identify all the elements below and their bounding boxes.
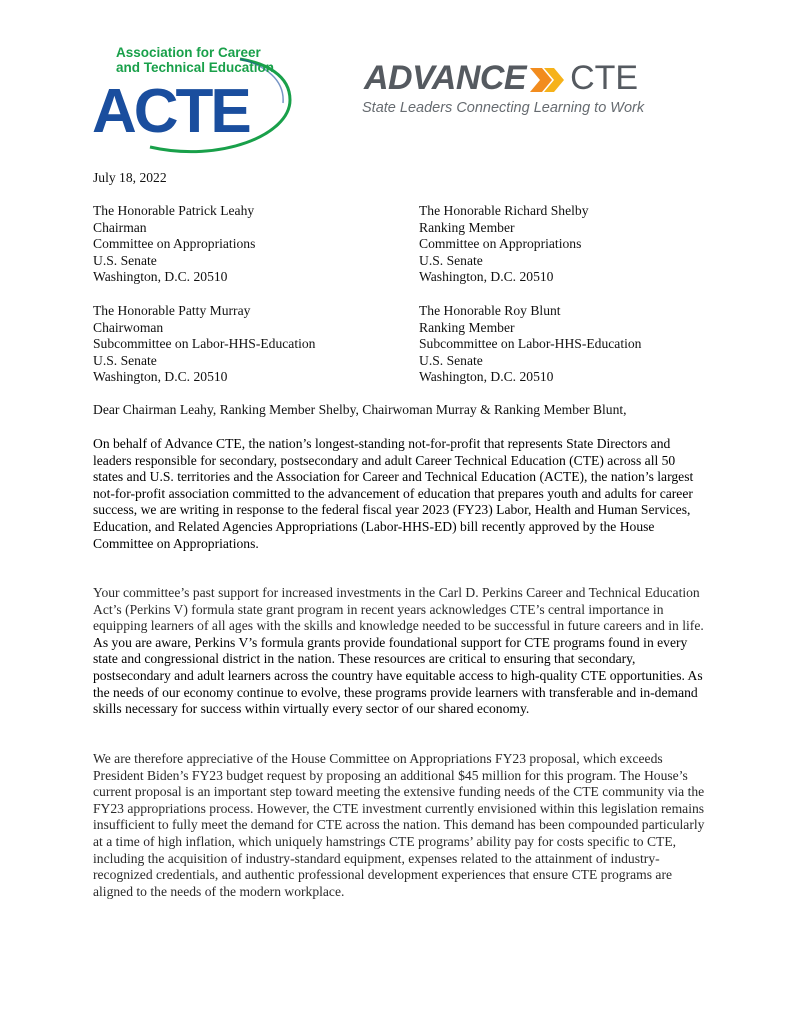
recipient-body: U.S. Senate — [419, 252, 483, 268]
recipient-committee: Committee on Appropriations — [419, 236, 582, 252]
recipient-name: The Honorable Richard Shelby — [419, 203, 589, 218]
double-chevron-icon — [528, 66, 568, 94]
acte-subtitle — [116, 45, 286, 75]
recipient-committee: Committee on Appropriations — [93, 236, 256, 252]
advance-cte-tagline: State Leaders Connecting Learning to Work — [362, 100, 645, 116]
recipient-title: Chairman — [93, 219, 147, 235]
recipient-title: Chairwoman — [93, 319, 164, 335]
body-paragraph-2 — [93, 585, 705, 718]
acte-subtitle-line1: Association for Career — [116, 45, 261, 60]
advance-cte-logo — [360, 58, 660, 128]
recipient-name: The Honorable Patty Murray — [93, 303, 251, 318]
recipient-block-blunt — [419, 303, 719, 386]
body-paragraph-3: We are therefore appreciative of the House Committee on Appropriations FY23 proposal, which exceeds President Biden’s FY23 budget request by proposing an additional $45 million for this program. The House’s current proposal is an important step toward meeting the extensive funding needs of the CTE community via the FY23 appropriations process. However, the CTE investment currently envisioned within this legislation remains insufficient to fully meet the demand for CTE across the nation. This demand has been compounded particularly at a time of high inflation, which uniquely hamstrings CTE programs’ ability pay for costs specific to CTE, including the acquisition of industry-standard equipment, expenses related to the attainment of industry-recognized credentials, and authentic professional development experiences that ensure CTE programs are aligned to the needs of the modern workplace. — [93, 751, 705, 899]
salutation: Dear Chairman Leahy, Ranking Member Shelby, Chairwoman Murray & Ranking Member Blunt, — [93, 402, 627, 417]
recipient-city: Washington, D.C. 20510 — [419, 369, 554, 385]
recipient-title: Ranking Member — [419, 219, 515, 235]
body-paragraph-1: On behalf of Advance CTE, the nation’s longest-standing not-for-profit that represents State Directors and leaders responsible for secondary, postsecondary and adult Career Technical Education (CTE) across all 50 states and U.S. territories and the Association for Career and Technical Education (ACTE), the nation’s largest not-for-profit association committed to the advancement of education that prepares youth and adults for career success, we are writing in response to the federal fiscal year 2023 (FY23) Labor, Health and Human Services, Education, and Related Agencies Appropriations (Labor-HHS-ED) bill recently approved by the House Committee on Appropriations. — [93, 436, 694, 551]
recipient-block-murray — [93, 303, 393, 386]
cte-word: CTE — [570, 59, 639, 97]
acte-wordmark: ACTE — [92, 77, 249, 146]
acte-logo — [90, 45, 300, 155]
recipient-name: The Honorable Roy Blunt — [419, 303, 561, 318]
recipient-city: Washington, D.C. 20510 — [93, 369, 228, 385]
body-paragraph-2-part2: As you are aware, Perkins V’s formula grants provide foundational support for CTE programs found in every state and congressional district in the nation. These resources are critical to ensuring that secondary, postsecondary and adult learners across the country have equitable access to high-quality CTE opportunities. As the needs of our economy continue to evolve, these programs provide learners with transferable and in-demand skills necessary for success within virtually every sector of our shared economy. — [93, 634, 703, 717]
body-paragraph-2-part1: Your committee’s past support for increased investments in the Carl D. Perkins Career and Technical Education Act’s (Perkins V) formula state grant program in recent years acknowledges CTE’s central importance in equipping learners of all ages with the skills and knowledge needed to be successful in future careers and in life. — [93, 585, 704, 634]
recipient-committee: Subcommittee on Labor-HHS-Education — [419, 336, 642, 352]
recipient-body: U.S. Senate — [93, 352, 157, 368]
recipient-body: U.S. Senate — [93, 252, 157, 268]
acte-subtitle-line2: and Technical Education — [116, 60, 275, 75]
recipient-title: Ranking Member — [419, 319, 515, 335]
recipient-body: U.S. Senate — [419, 352, 483, 368]
recipient-committee: Subcommittee on Labor-HHS-Education — [93, 336, 316, 352]
recipient-name: The Honorable Patrick Leahy — [93, 203, 255, 218]
recipient-city: Washington, D.C. 20510 — [93, 269, 228, 285]
recipient-block-leahy — [93, 203, 393, 286]
recipient-block-shelby — [419, 203, 719, 286]
letter-date: July 18, 2022 — [93, 170, 167, 185]
advance-cte-wordmark — [364, 58, 638, 98]
recipient-city: Washington, D.C. 20510 — [419, 269, 554, 285]
advance-word: ADVANCE — [364, 59, 527, 97]
